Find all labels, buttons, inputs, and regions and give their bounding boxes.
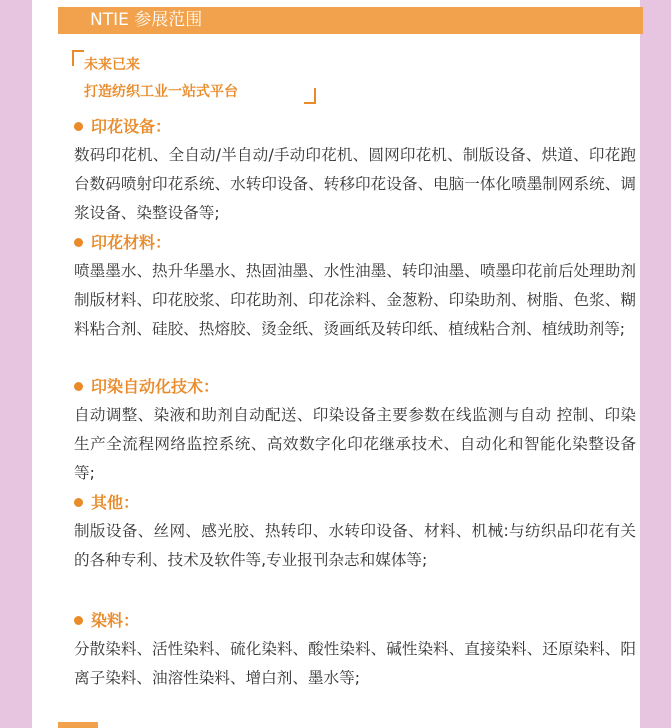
bullet-dot-icon xyxy=(74,382,83,391)
bullet-dot-icon xyxy=(74,616,83,625)
section-banner xyxy=(58,7,643,34)
section-heading xyxy=(74,376,219,398)
slogan-line-1: 未来已来 xyxy=(84,57,140,73)
section-heading xyxy=(74,232,171,254)
bullet-dot-icon xyxy=(74,498,83,507)
section-heading xyxy=(74,492,139,514)
section-title: 印花材料： xyxy=(91,233,172,252)
section-title: 其他： xyxy=(91,493,140,512)
section-heading xyxy=(74,116,171,138)
section-title: 印染自动化技术： xyxy=(91,377,220,396)
banner-title: NTIE 参展范围 xyxy=(90,10,203,30)
bullet-dot-icon xyxy=(74,238,83,247)
section-heading xyxy=(74,610,139,632)
section-body: 数码印花机、全自动/半自动/手动印花机、圆网印花机、制版设备、烘道、印花跑台数码喷射印花系统、水转印设备、转移印花设备、电脑一体化喷墨制网系统、调浆设备、染整设备等; xyxy=(74,146,636,222)
section-title: 印花设备： xyxy=(91,117,172,136)
content-panel xyxy=(32,0,640,728)
bullet-dot-icon xyxy=(74,122,83,131)
next-banner-edge xyxy=(58,722,98,728)
section-title: 染料： xyxy=(91,611,140,630)
bracket-close xyxy=(304,88,316,104)
section-body: 制版设备、丝网、感光胶、热转印、水转印设备、材料、机械:与纺织品印花有关的各种专利、技术及软件等,专业报刊杂志和媒体等; xyxy=(74,522,636,569)
section-body: 自动调整、染液和助剂自动配送、印染设备主要参数在线监测与自动 控制、印染生产全流程网络监控系统、高效数字化印花继承技术、自动化和智能化染整设备等; xyxy=(74,406,636,482)
slogan xyxy=(72,50,332,110)
section-body: 喷墨墨水、热升华墨水、热固油墨、水性油墨、转印油墨、喷墨印花前后处理助剂制版材料、印花胶浆、印花助剂、印花涂料、金葱粉、印染助剂、树脂、色浆、糊料粘合剂、硅胶、热熔胶、烫金纸、烫画纸及转印纸、植绒粘合剂、植绒助剂等; xyxy=(74,262,636,338)
bracket-open xyxy=(72,50,84,66)
section-body: 分散染料、活性染料、硫化染料、酸性染料、碱性染料、直接染料、还原染料、阳离子染料、油溶性染料、增白剂、墨水等; xyxy=(74,640,636,687)
slogan-line-2: 打造纺织工业一站式平台 xyxy=(84,84,238,100)
